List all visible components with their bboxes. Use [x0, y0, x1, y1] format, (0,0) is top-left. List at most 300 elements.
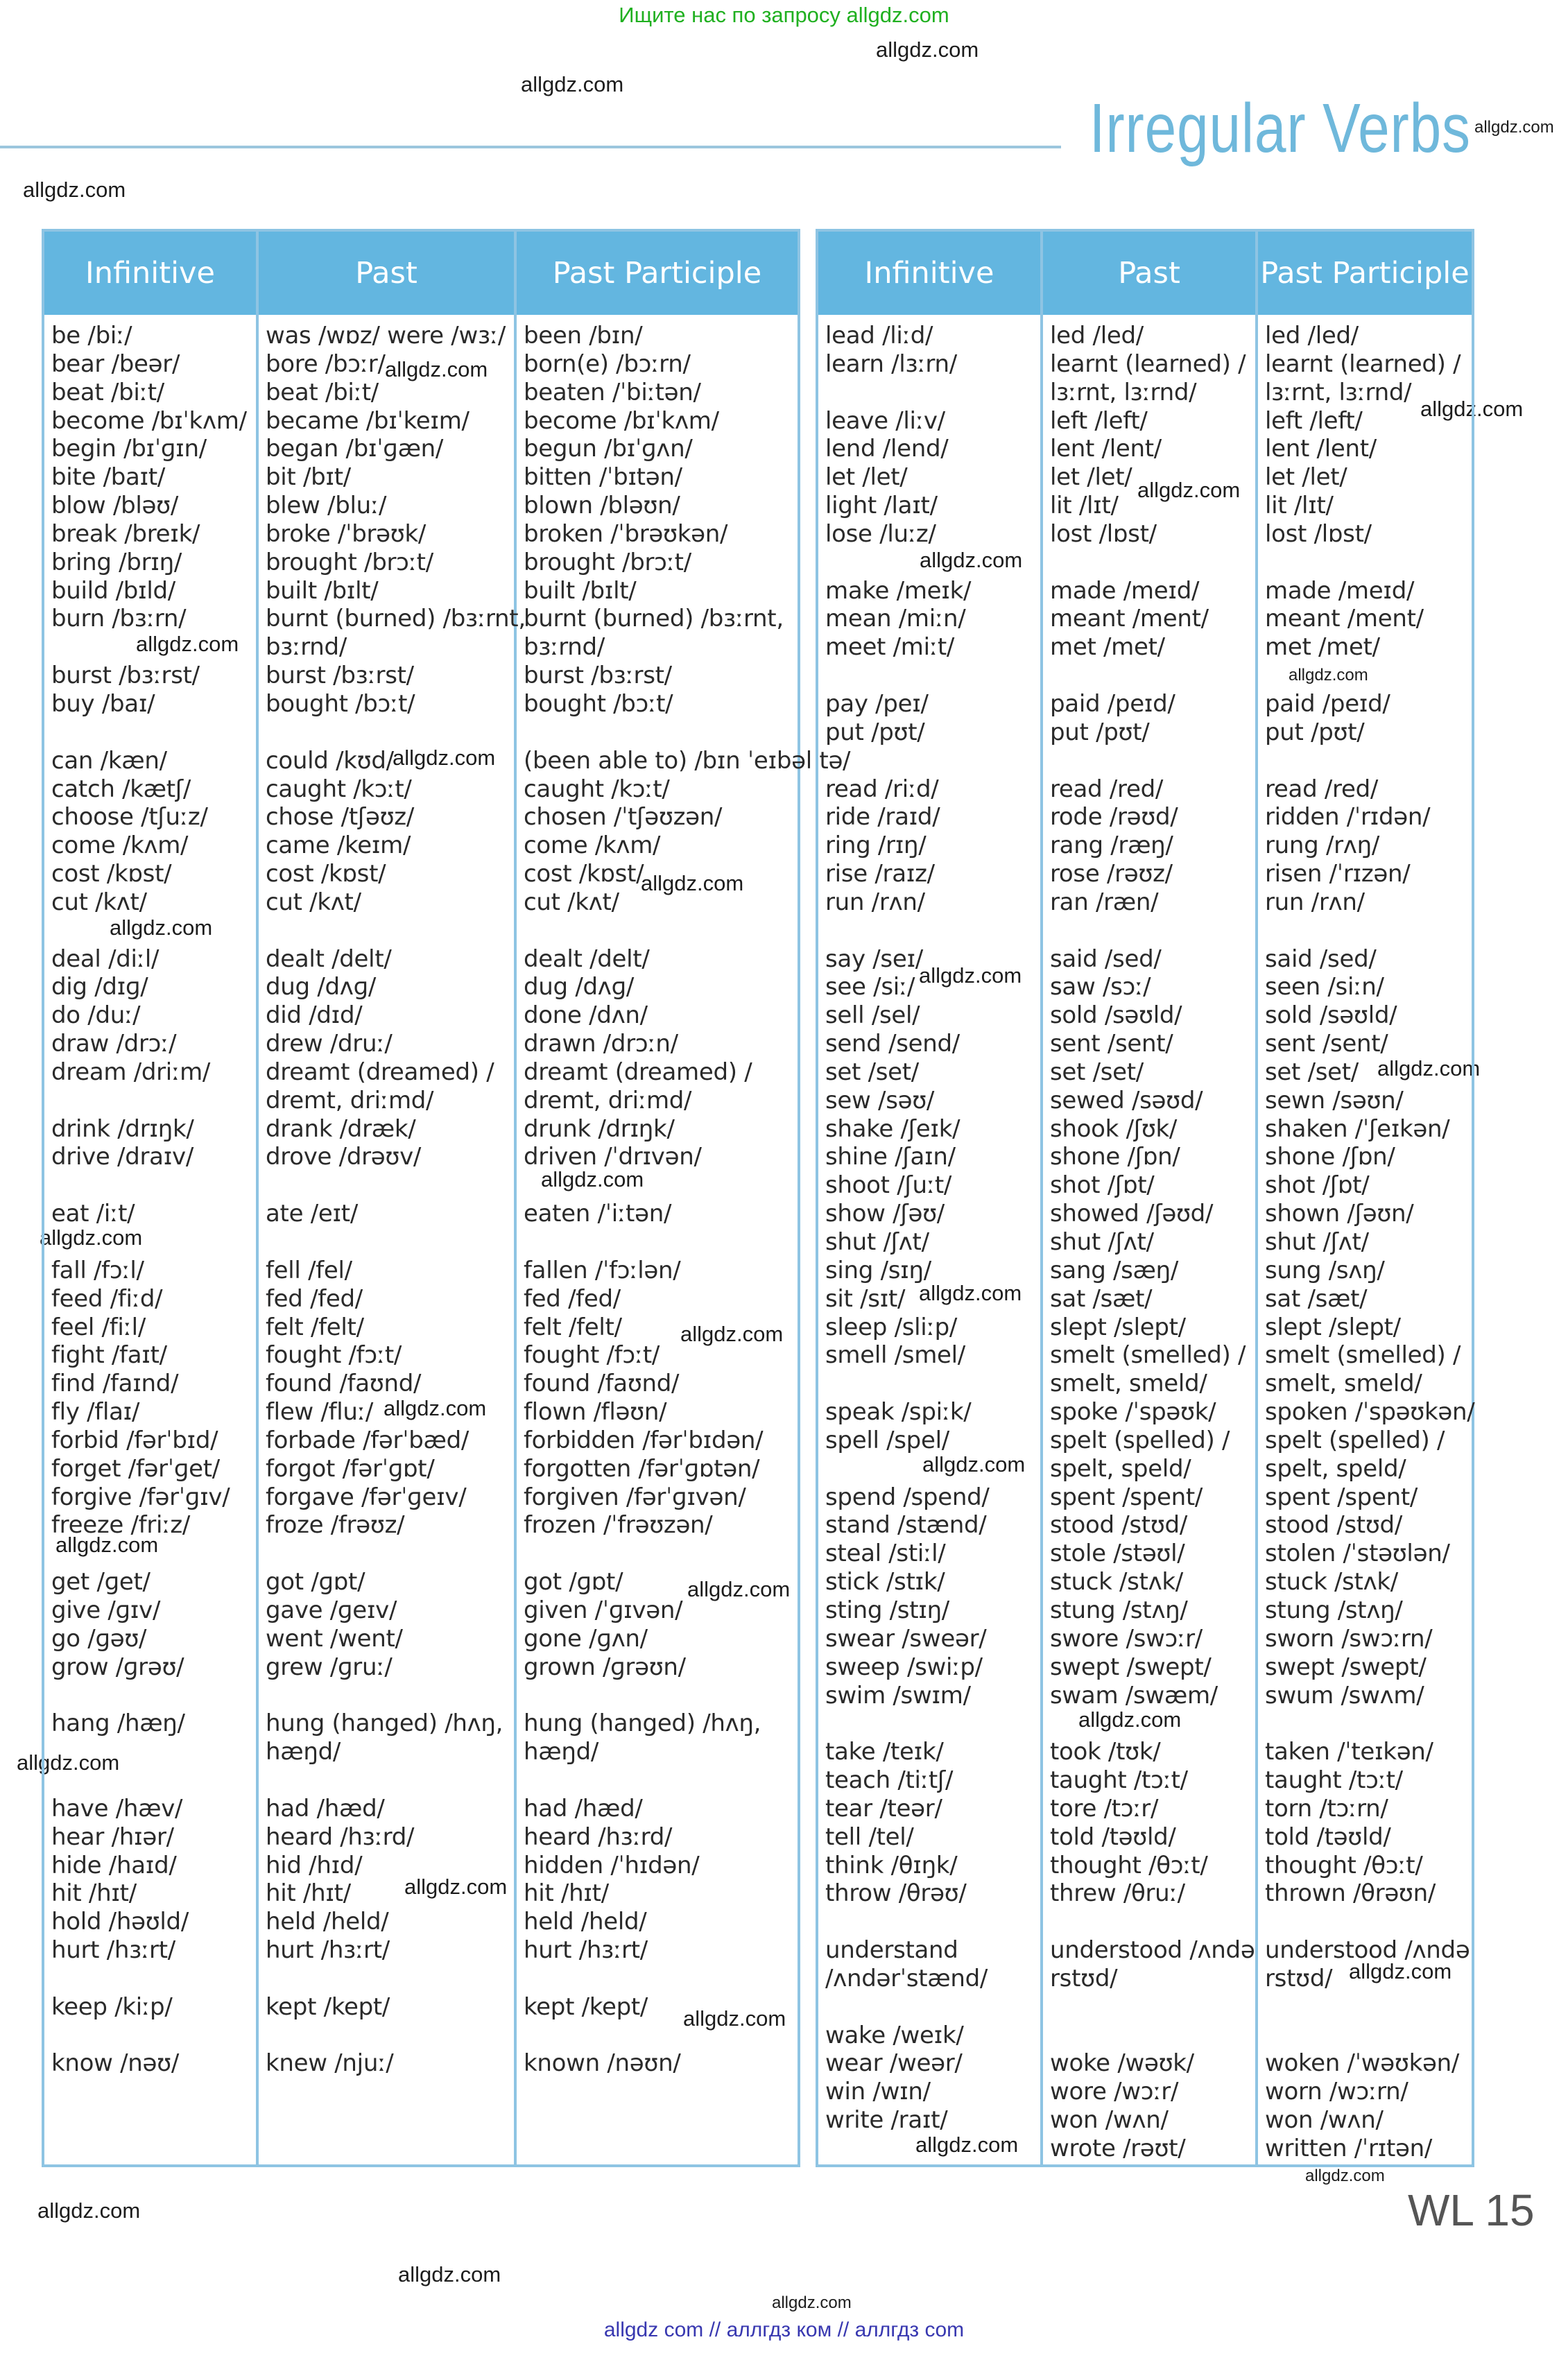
row-spacer — [1050, 2022, 1255, 2050]
verb-form: teach /tiːtʃ/ — [825, 1766, 954, 1795]
row-spacer — [1050, 1993, 1255, 2022]
row-spacer — [1265, 1993, 1472, 2022]
verb-form: eat /iːt/ — [51, 1200, 135, 1228]
verb-form: go /ɡəʊ/ — [51, 1624, 147, 1653]
row-spacer — [51, 633, 256, 662]
verb-form: torn /tɔːrn/ — [1265, 1794, 1388, 1823]
verb-form: set /set/ — [1265, 1058, 1359, 1086]
verb-form: say /seɪ/ — [825, 945, 923, 973]
verb-form: dealt /delt/ — [266, 945, 392, 973]
verb-form: begin /bɪˈɡɪn/ — [51, 435, 207, 463]
row-spacer — [1050, 747, 1255, 775]
verb-form: sung /sʌŋ/ — [1265, 1256, 1385, 1284]
verb-form: swept /swept/ — [1265, 1653, 1427, 1681]
verb-form: beaten /ˈbiːtən/ — [524, 378, 701, 406]
verb-form: rung /rʌŋ/ — [1265, 832, 1380, 860]
verb-form: learn /lɜːrn/ — [825, 350, 957, 378]
verb-form: met /met/ — [1265, 633, 1380, 662]
row-spacer — [1050, 662, 1255, 690]
verb-form: deal /diːl/ — [51, 945, 160, 973]
verb-form: light /laɪt/ — [825, 492, 938, 520]
verb-form: take /teɪk/ — [825, 1738, 944, 1766]
verb-form: hid /hɪd/ — [266, 1851, 363, 1879]
verb-form: do /duː/ — [51, 1001, 141, 1030]
watermark: allgdz.com — [37, 2198, 141, 2223]
watermark: allgdz.com — [398, 2262, 501, 2286]
verb-form: stood /stʊd/ — [1265, 1511, 1402, 1540]
verb-form: blow /bləʊ/ — [51, 492, 179, 520]
watermark: allgdz.com — [1305, 2167, 1385, 2185]
verb-form: get /ɡet/ — [51, 1568, 150, 1596]
row-spacer — [524, 1965, 798, 1993]
verb-form: dig /dɪɡ/ — [51, 973, 148, 1001]
verb-form: beat /biːt/ — [266, 378, 379, 406]
verb-form: dremt, driːmd/ — [266, 1086, 434, 1114]
verb-form: stole /stəʊl/ — [1050, 1540, 1185, 1568]
verb-form: mean /miːn/ — [825, 605, 966, 633]
verb-form: worn /wɔːrn/ — [1265, 2078, 1408, 2106]
verb-form: began /bɪˈɡæn/ — [266, 435, 444, 463]
infinitive-column — [44, 232, 259, 2164]
verb-form: felt /felt/ — [266, 1313, 364, 1341]
verb-form: drink /drɪŋk/ — [51, 1114, 194, 1143]
verb-form: gave /ɡeɪv/ — [266, 1596, 397, 1624]
verb-form: rang /ræŋ/ — [1050, 832, 1173, 860]
verb-form: had /hæd/ — [524, 1794, 643, 1823]
row-spacer — [1265, 1709, 1472, 1738]
verb-form: wrote /rəʊt/ — [1050, 2135, 1186, 2162]
watermark: allgdz.com — [541, 1167, 644, 1191]
verb-form: cut /kʌt/ — [51, 888, 147, 916]
row-spacer — [825, 549, 1040, 577]
verb-form: brought /brɔːt/ — [266, 548, 433, 576]
verb-form: read /riːd/ — [825, 775, 939, 803]
verb-form: leave /liːv/ — [825, 406, 945, 435]
row-spacer — [1050, 1908, 1255, 1936]
verb-form: feed /fiːd/ — [51, 1284, 163, 1313]
verb-form: hung (hanged) /hʌŋ, — [524, 1709, 761, 1738]
verb-form: saw /sɔː/ — [1050, 973, 1151, 1001]
verb-form: lent /lent/ — [1265, 435, 1377, 463]
verb-form: broken /ˈbrəʊkən/ — [524, 519, 728, 548]
verb-form: dream /driːm/ — [51, 1058, 211, 1086]
verb-form: shut /ʃʌt/ — [1050, 1228, 1154, 1256]
verb-form: catch /kætʃ/ — [51, 775, 191, 803]
verb-form: cost /kɒst/ — [51, 860, 172, 888]
verb-form: hung (hanged) /hʌŋ, — [266, 1709, 503, 1738]
verb-form: left /left/ — [1265, 406, 1363, 435]
verb-form: grown /ɡrəʊn/ — [524, 1653, 686, 1681]
verb-form: spell /spel/ — [825, 1426, 949, 1454]
verb-form: chose /tʃəʊz/ — [266, 803, 415, 832]
verb-form: caught /kɔːt/ — [266, 775, 412, 803]
verb-form: rode /rəʊd/ — [1050, 803, 1178, 832]
watermark: allgdz.com — [915, 2133, 1019, 2157]
verb-form: bit /bɪt/ — [266, 463, 351, 492]
watermark: allgdz.com — [1289, 666, 1368, 684]
verb-form: spoke /ˈspəʊk/ — [1050, 1398, 1216, 1427]
watermark: allgdz.com — [384, 1396, 487, 1420]
row-spacer — [51, 1540, 256, 1568]
verb-form: stolen /ˈstəʊlən/ — [1265, 1540, 1450, 1568]
verb-form: spend /spend/ — [825, 1483, 990, 1511]
verb-form: rstʊd/ — [1265, 1964, 1333, 1992]
verb-form: shut /ʃʌt/ — [825, 1228, 929, 1256]
verb-form: swam /swæm/ — [1050, 1681, 1218, 1709]
verb-form: wore /wɔːr/ — [1050, 2078, 1179, 2106]
row-spacer — [51, 1087, 256, 1115]
verb-form: bring /brɪŋ/ — [51, 548, 182, 576]
verb-form: shown /ʃəʊn/ — [1265, 1200, 1414, 1228]
verb-form: bitten /ˈbɪtən/ — [524, 463, 682, 492]
past-participle-list — [517, 315, 851, 2078]
verb-form: ring /rɪŋ/ — [825, 832, 927, 860]
verb-form: sang /sæŋ/ — [1050, 1256, 1179, 1284]
verb-form: hit /hɪt/ — [524, 1879, 609, 1908]
row-spacer — [524, 2022, 798, 2050]
verb-form: took /tʊk/ — [1050, 1738, 1161, 1766]
verb-form: sat /sæt/ — [1050, 1284, 1153, 1313]
watermark: allgdz.com — [641, 871, 744, 895]
verb-form: told /təʊld/ — [1050, 1823, 1176, 1851]
verb-form: smelt, smeld/ — [1050, 1370, 1207, 1398]
past-column — [1043, 232, 1258, 2164]
verb-form: froze /frəʊz/ — [266, 1511, 405, 1540]
watermark: allgdz.com — [772, 2293, 852, 2312]
watermark: allgdz.com — [683, 2006, 786, 2031]
row-spacer — [51, 718, 256, 747]
verb-form: shake /ʃeɪk/ — [825, 1114, 960, 1143]
verb-form: born(e) /bɔːrn/ — [524, 350, 691, 378]
row-spacer — [51, 1766, 256, 1795]
verb-form: bore /bɔːr/ — [266, 350, 386, 378]
verb-form: thrown /θrəʊn/ — [1265, 1879, 1436, 1908]
verb-form: cost /kɒst/ — [524, 860, 644, 888]
verb-form: forgotten /fərˈɡɒtən/ — [524, 1454, 760, 1483]
watermark: allgdz.com — [922, 1452, 1026, 1476]
verb-form: made /meɪd/ — [1265, 576, 1415, 605]
verb-form: burst /bɜːrst/ — [51, 662, 200, 690]
verb-form: seen /siːn/ — [1265, 973, 1384, 1001]
verb-form: held /held/ — [524, 1908, 647, 1936]
verb-form: stuck /stʌk/ — [1050, 1568, 1183, 1596]
verb-form: forgive /fərˈɡɪv/ — [51, 1483, 230, 1511]
infinitive-header: Infinitive — [44, 232, 256, 315]
watermark: allgdz.com — [385, 357, 488, 381]
verb-form: lead /liːd/ — [825, 322, 933, 350]
verb-form: dealt /delt/ — [524, 945, 650, 973]
verb-form: taken /ˈteɪkən/ — [1265, 1738, 1433, 1766]
verb-form: flown /fləʊn/ — [524, 1398, 667, 1427]
verb-form: drive /draɪv/ — [51, 1143, 194, 1171]
row-spacer — [266, 1540, 514, 1568]
verb-form: became /bɪˈkeɪm/ — [266, 406, 469, 435]
row-spacer — [1265, 2022, 1472, 2050]
watermark: allgdz.com — [687, 1577, 791, 1601]
verb-form: sent /sent/ — [1265, 1030, 1388, 1058]
verb-form: choose /tʃuːz/ — [51, 803, 208, 832]
verb-form: knew /njuː/ — [266, 2049, 394, 2078]
verb-form: swear /sweər/ — [825, 1624, 987, 1653]
verb-form: dug /dʌɡ/ — [524, 973, 635, 1001]
verb-form: hurt /hɜːrt/ — [51, 1936, 175, 1965]
verb-form: drawn /drɔːn/ — [524, 1030, 678, 1058]
watermark: allgdz.com — [23, 178, 126, 202]
verb-form: won /wʌn/ — [1265, 2106, 1384, 2135]
infinitive-list — [818, 315, 1040, 2135]
verb-form: put /pʊt/ — [825, 718, 925, 746]
verb-form: taught /tɔːt/ — [1265, 1766, 1403, 1795]
verb-form: stung /stʌŋ/ — [1050, 1596, 1188, 1624]
verb-form: got /ɡɒt/ — [524, 1568, 623, 1596]
verb-form: forgave /fərˈɡeɪv/ — [266, 1483, 467, 1511]
verb-form: become /bɪˈkʌm/ — [524, 406, 719, 435]
verb-form: eaten /ˈiːtən/ — [524, 1200, 672, 1228]
verb-form: felt /felt/ — [524, 1313, 622, 1341]
verb-form: rstʊd/ — [1050, 1964, 1118, 1992]
verb-form: led /led/ — [1265, 322, 1359, 350]
verb-form: dremt, driːmd/ — [524, 1086, 692, 1114]
verb-form: taught /tɔːt/ — [1050, 1766, 1188, 1795]
verb-form: put /pʊt/ — [1050, 718, 1150, 746]
verb-form: sell /sel/ — [825, 1001, 920, 1030]
verb-form: fed /fed/ — [266, 1284, 363, 1313]
page-number: WL 15 — [1408, 2185, 1535, 2235]
row-spacer — [825, 662, 1040, 690]
past-column — [259, 232, 526, 2164]
row-spacer — [825, 747, 1040, 775]
verb-form: shot /ʃɒt/ — [1050, 1171, 1155, 1200]
verb-form: kept /kept/ — [524, 1992, 648, 2021]
verb-form: gone /ɡʌn/ — [524, 1624, 648, 1653]
watermark: allgdz.com — [919, 963, 1022, 988]
verb-form: have /hæv/ — [51, 1794, 183, 1823]
verb-form: built /bɪlt/ — [266, 576, 379, 605]
verb-form: lɜːrnt, lɜːrnd/ — [1265, 378, 1412, 406]
verb-form: threw /θruː/ — [1050, 1879, 1185, 1908]
verb-form: drunk /drɪŋk/ — [524, 1114, 675, 1143]
verb-form: fight /faɪt/ — [51, 1341, 167, 1370]
verb-form: wake /weɪk/ — [825, 2021, 964, 2049]
watermark: allgdz.com — [521, 72, 624, 96]
verb-form: tear /teər/ — [825, 1794, 942, 1823]
verb-form: hold /həʊld/ — [51, 1908, 189, 1936]
verb-form: burst /bɜːrst/ — [524, 662, 672, 690]
verb-form: stuck /stʌk/ — [1265, 1568, 1398, 1596]
row-spacer — [1265, 1908, 1472, 1936]
verb-form: cut /kʌt/ — [266, 888, 361, 916]
row-spacer — [51, 1228, 256, 1257]
verb-form: drank /dræk/ — [266, 1114, 416, 1143]
verb-form: lit /lɪt/ — [1265, 492, 1334, 520]
row-spacer — [266, 1965, 514, 1993]
row-spacer — [266, 1766, 514, 1795]
verb-form: forbidden /fərˈbɪdən/ — [524, 1426, 764, 1454]
verb-form: sent /sent/ — [1050, 1030, 1173, 1058]
verb-form: learnt (learned) / — [1050, 350, 1246, 378]
verb-form: caught /kɔːt/ — [524, 775, 670, 803]
row-spacer — [524, 917, 798, 945]
past-participle-header: Past Participle — [1258, 232, 1472, 315]
row-spacer — [51, 917, 256, 945]
verb-form: hit /hɪt/ — [266, 1879, 351, 1908]
verb-form: sworn /swɔːrn/ — [1265, 1624, 1433, 1653]
verb-form: put /pʊt/ — [1265, 718, 1365, 746]
verb-form: lɜːrnt, lɜːrnd/ — [1050, 378, 1197, 406]
verb-form: set /set/ — [1050, 1058, 1144, 1086]
verb-form: drove /drəʊv/ — [266, 1143, 422, 1171]
verb-form: run /rʌn/ — [825, 888, 925, 916]
verb-form: grew /ɡruː/ — [266, 1653, 393, 1681]
infinitive-list — [44, 315, 256, 2078]
verb-form: did /dɪd/ — [266, 1001, 363, 1030]
row-spacer — [266, 1171, 514, 1200]
verb-form: spelt (spelled) / — [1265, 1426, 1445, 1454]
verb-form: broke /ˈbrəʊk/ — [266, 519, 427, 548]
verb-form: came /keɪm/ — [266, 832, 411, 860]
verb-form: fought /fɔːt/ — [266, 1341, 402, 1370]
verb-form: bought /bɔːt/ — [266, 689, 415, 718]
row-spacer — [1050, 1709, 1255, 1738]
verb-table-left — [42, 229, 851, 2167]
verb-form: sleep /sliːp/ — [825, 1313, 958, 1341]
verb-form: win /wɪn/ — [825, 2078, 931, 2106]
row-spacer — [825, 1908, 1040, 1936]
verb-form: forbid /fərˈbɪd/ — [51, 1426, 218, 1454]
verb-form: fed /fed/ — [524, 1284, 621, 1313]
verb-form: blew /bluː/ — [266, 492, 387, 520]
verb-form: fall /fɔːl/ — [51, 1256, 144, 1284]
verb-form: hurt /hɜːrt/ — [524, 1936, 648, 1965]
verb-form: given /ˈɡɪvən/ — [524, 1596, 683, 1624]
verb-form: can /kæn/ — [51, 746, 167, 775]
row-spacer — [1265, 662, 1472, 690]
verb-form: sewed /səʊd/ — [1050, 1086, 1203, 1114]
verb-form: swore /swɔːr/ — [1050, 1624, 1203, 1653]
watermark: allgdz.com — [1474, 118, 1554, 137]
verb-form: dreamt (dreamed) / — [524, 1058, 752, 1086]
verb-form: lit /lɪt/ — [1050, 492, 1119, 520]
verb-form: sing /sɪŋ/ — [825, 1256, 931, 1284]
row-spacer — [1265, 549, 1472, 577]
verb-form: held /held/ — [266, 1908, 389, 1936]
verb-form: understood /ʌndə — [1265, 1936, 1470, 1965]
row-spacer — [1050, 917, 1255, 945]
verb-form: hit /hɪt/ — [51, 1879, 137, 1908]
row-spacer — [825, 1455, 1040, 1483]
bottom-banner: allgdz com // аллгдз ком // аллгдз com — [603, 2318, 965, 2341]
verb-form: sold /səʊld/ — [1265, 1001, 1397, 1030]
verb-form: bite /baɪt/ — [51, 463, 166, 492]
verb-form: shine /ʃaɪn/ — [825, 1143, 956, 1171]
verb-form: dug /dʌɡ/ — [266, 973, 377, 1001]
watermark: allgdz.com — [920, 548, 1023, 572]
verb-form: rise /raɪz/ — [825, 860, 935, 888]
watermark: allgdz.com — [1137, 478, 1241, 502]
verb-form: spent /spent/ — [1265, 1483, 1418, 1511]
verb-form: forgot /fərˈɡɒt/ — [266, 1454, 435, 1483]
verb-form: lose /luːz/ — [825, 519, 936, 548]
row-spacer — [1265, 747, 1472, 775]
verb-form: slept /slept/ — [1050, 1313, 1186, 1341]
verb-form: frozen /ˈfrəʊzən/ — [524, 1511, 713, 1540]
verb-form: bɜːrnd/ — [524, 633, 605, 662]
verb-form: done /dʌn/ — [524, 1001, 648, 1030]
verb-form: stick /stɪk/ — [825, 1568, 945, 1596]
verb-form: known /nəʊn/ — [524, 2049, 681, 2078]
verb-form: speak /spiːk/ — [825, 1398, 972, 1427]
verb-form: drew /druː/ — [266, 1030, 393, 1058]
verb-form: pay /peɪ/ — [825, 689, 929, 718]
verb-form: let /let/ — [825, 463, 908, 492]
verb-form: come /kʌm/ — [524, 832, 661, 860]
verb-form: cut /kʌt/ — [524, 888, 619, 916]
top-banner: Ищите нас по запросу allgdz.com — [619, 3, 949, 27]
verb-form: thought /θɔːt/ — [1265, 1851, 1423, 1879]
verb-form: was /wɒz/ were /wɜː/ — [266, 322, 506, 350]
verb-form: woke /wəʊk/ — [1050, 2049, 1194, 2078]
verb-form: smelt (smelled) / — [1050, 1341, 1246, 1370]
row-spacer — [51, 2022, 256, 2050]
past-header: Past — [259, 232, 514, 315]
row-spacer — [524, 718, 798, 747]
title-rule — [0, 146, 1061, 148]
verb-form: risen /ˈrɪzən/ — [1265, 860, 1411, 888]
verb-form: tore /tɔːr/ — [1050, 1794, 1159, 1823]
verb-form: build /bɪld/ — [51, 576, 175, 605]
verb-form: beat /biːt/ — [51, 378, 164, 406]
watermark: allgdz.com — [55, 1533, 159, 1557]
row-spacer — [266, 1682, 514, 1710]
verb-form: read /red/ — [1050, 775, 1164, 803]
verb-form: make /meɪk/ — [825, 576, 972, 605]
verb-form: dreamt (dreamed) / — [266, 1058, 494, 1086]
verb-form: sting /stɪŋ/ — [825, 1596, 949, 1624]
verb-form: written /ˈrɪtən/ — [1265, 2135, 1433, 2162]
page-title: Irregular Verbs — [1089, 89, 1471, 167]
verb-form: thought /θɔːt/ — [1050, 1851, 1208, 1879]
row-spacer — [266, 1228, 514, 1257]
verb-form: meant /ment/ — [1265, 605, 1424, 633]
row-spacer — [825, 1370, 1040, 1398]
verb-form: meant /ment/ — [1050, 605, 1209, 633]
verb-form: run /rʌn/ — [1265, 888, 1365, 916]
verb-form: lost /lɒst/ — [1265, 519, 1372, 548]
verb-form: draw /drɔː/ — [51, 1030, 177, 1058]
verb-form: spelt, speld/ — [1050, 1454, 1191, 1483]
verb-form: think /θɪŋk/ — [825, 1851, 958, 1879]
verb-form: had /hæd/ — [266, 1794, 385, 1823]
verb-form: hurt /hɜːrt/ — [266, 1936, 390, 1965]
verb-form: hæŋd/ — [266, 1738, 341, 1766]
verb-form: hear /hɪər/ — [51, 1823, 174, 1851]
watermark: allgdz.com — [40, 1225, 143, 1250]
verb-form: burst /bɜːrst/ — [266, 662, 414, 690]
verb-form: found /faʊnd/ — [524, 1370, 680, 1398]
verb-form: burnt (burned) /bɜːrnt, — [266, 605, 526, 633]
verb-form: show /ʃəʊ/ — [825, 1200, 945, 1228]
verb-form: lend /lend/ — [825, 435, 949, 463]
verb-form: sat /sæt/ — [1265, 1284, 1368, 1313]
verb-form: built /bɪlt/ — [524, 576, 637, 605]
verb-form: bought /bɔːt/ — [524, 689, 673, 718]
past-participle-column — [517, 232, 851, 2164]
verb-form: understood /ʌndə — [1050, 1936, 1255, 1965]
verb-form: showed /ʃəʊd/ — [1050, 1200, 1214, 1228]
verb-form: found /faʊnd/ — [266, 1370, 422, 1398]
verb-form: shaken /ˈʃeɪkən/ — [1265, 1114, 1450, 1143]
verb-form: steal /stiːl/ — [825, 1540, 946, 1568]
